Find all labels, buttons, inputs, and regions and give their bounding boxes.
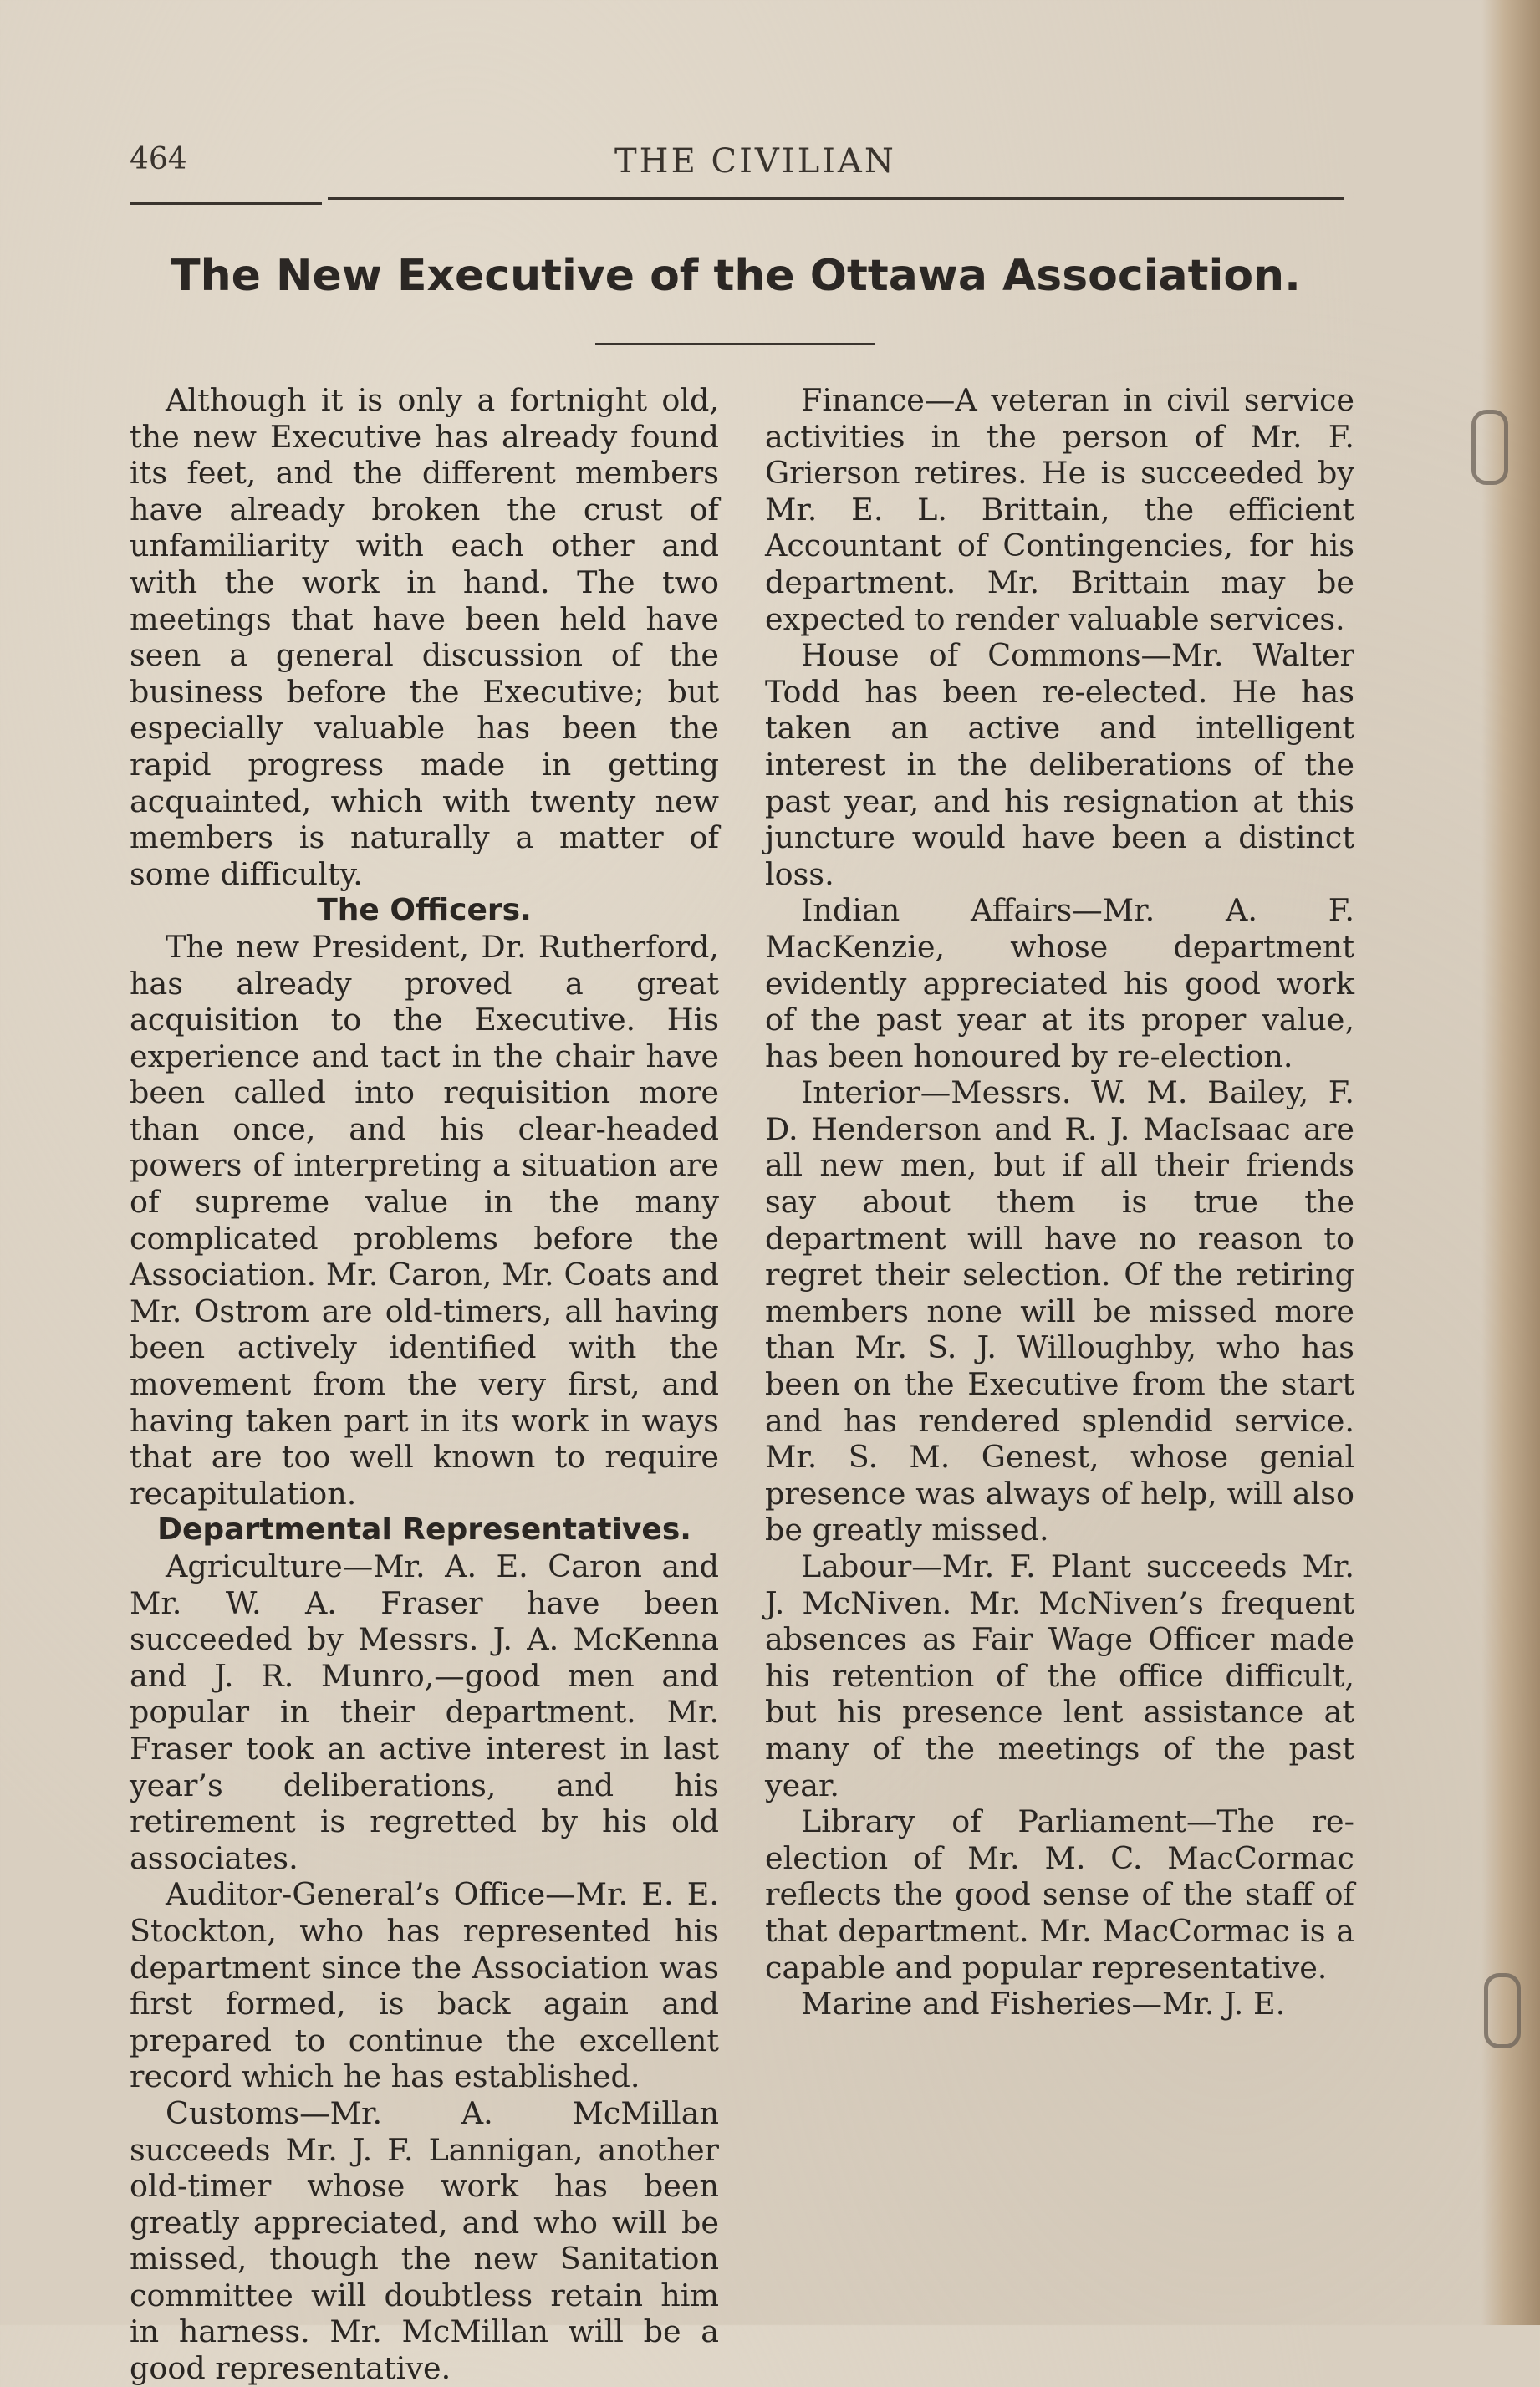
page-header bbox=[130, 142, 1342, 192]
header-rule-short bbox=[130, 202, 322, 205]
article-title: The New Executive of the Ottawa Association. bbox=[171, 251, 1301, 301]
house-of-commons-paragraph: House of Commons—Mr. Walter Todd has been re-elected. He has taken an active and intelligent interest in the deliberations of the past year, and his resignation at this juncture would have been a distinct loss. bbox=[765, 637, 1354, 892]
agriculture-paragraph: Agriculture—Mr. A. E. Caron and Mr. W. A. Fraser have been succeeded by Messrs. J. A. McKenna and J. R. Munro,—good men and popular in their department. Mr. Fraser took an active interest in last year’s deliberations, and his retirement is regretted by his old associates. bbox=[130, 1548, 719, 1876]
indian-affairs-paragraph: Indian Affairs—Mr. A. F. MacKenzie, whose department evidently appreciated his good work of the past year at its proper value, has been honoured by re-election. bbox=[765, 892, 1354, 1074]
right-column bbox=[765, 382, 1354, 2022]
running-title: THE CIVILIAN bbox=[614, 142, 896, 181]
officers-heading: The Officers. bbox=[317, 893, 532, 928]
officers-paragraph: The new President, Dr. Rutherford, has already proved a great acquisition to the Executive. His experience and tact in the chair have been called into requisition more than once, and his clear-headed powers of interpreting a situation are of supreme value in the many complicated problems before the Association. Mr. Caron, Mr. Coats and Mr. Ostrom are old-timers, all having been actively identified with the movement from the very first, and having taken part in its work in ways that are too well known to require recapitulation. bbox=[130, 928, 719, 1512]
left-column bbox=[130, 382, 719, 2387]
binding-clip-mark bbox=[1484, 1973, 1521, 2048]
title-divider bbox=[595, 343, 875, 345]
interior-paragraph: Interior—Messrs. W. M. Bailey, F. D. Henderson and R. J. MacIsaac are all new men, but if all their friends say about them is true the department will have no reason to regret their selection. Of the retiring members none will be missed more than Mr. S. J. Willoughby, who has been on the Executive from the start and has rendered splendid service. Mr. S. M. Genest, whose genial presence was always of help, will also be greatly missed. bbox=[765, 1074, 1354, 1548]
labour-paragraph: Labour—Mr. F. Plant succeeds Mr. J. McNiven. Mr. McNiven’s frequent absences as Fair Wage Officer made his retention of the office difficult, but his presence lent assistance at many of the meetings of the past year. bbox=[765, 1548, 1354, 1803]
departmental-heading: Departmental Representatives. bbox=[157, 1512, 691, 1548]
finance-paragraph: Finance—A veteran in civil service activities in the person of Mr. F. Grierson retires. He is succeeded by Mr. E. L. Brittain, the efficient Accountant of Contingencies, for his department. Mr. Brittain may be expected to render valuable services. bbox=[765, 382, 1354, 637]
header-rule-long bbox=[328, 197, 1344, 200]
page-number: 464 bbox=[130, 142, 187, 176]
intro-paragraph: Although it is only a fortnight old, the new Executive has already found its feet, and the different members have already broken the crust of unfamiliarity with each other and with the work in hand. The two meetings that have been held have seen a general discussion of the business before the Executive; but especially valuable has been the rapid progress made in getting acquainted, which with twenty new members is naturally a matter of some difficulty. bbox=[130, 382, 719, 892]
auditor-general-paragraph: Auditor-General’s Office—Mr. E. E. Stockton, who has represented his department since the Association was first formed, is back again and prepared to continue the excellent record which he has established. bbox=[130, 1876, 719, 2095]
binding-clip-mark bbox=[1471, 410, 1508, 485]
marine-fisheries-paragraph: Marine and Fisheries—Mr. J. E. bbox=[801, 1986, 1286, 2022]
customs-paragraph: Customs—Mr. A. McMillan succeeds Mr. J. F. Lannigan, another old-timer whose work has been greatly appreciated, and who will be missed, though the new Sanitation committee will doubtless retain him in harness. Mr. McMillan will be a good representative. bbox=[130, 2094, 719, 2387]
library-of-parliament-paragraph: Library of Parliament—The re-election of Mr. M. C. MacCormac reflects the good sense of the staff of that department. Mr. MacCormac is a capable and popular representative. bbox=[765, 1803, 1354, 1986]
